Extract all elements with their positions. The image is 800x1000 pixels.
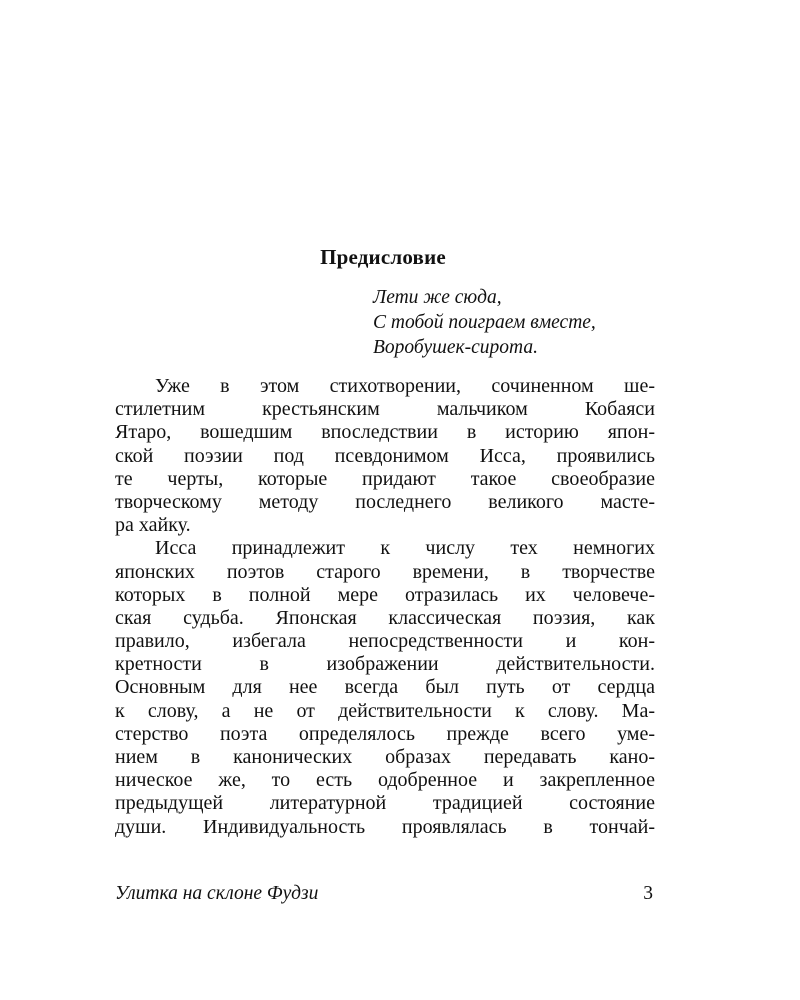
text-line: Основным для нее всегда был путь от сердца <box>115 676 655 699</box>
text-line: к слову, а не от действительности к слову. Ма- <box>115 699 655 722</box>
text-line: японских поэтов старого времени, в творчестве <box>115 560 655 583</box>
text-line: стилетним крестьянским мальчиком Кобаяси <box>115 398 655 421</box>
text-line: ническое же, то есть одобренное и закрепленное <box>115 769 655 792</box>
text-line: ра хайку. <box>115 514 191 537</box>
text-line: стерство поэта определялось прежде всего уме- <box>115 722 655 745</box>
text-line: предыдущей литературной традицией состояние <box>115 792 655 815</box>
running-footer-title: Улитка на склоне Фудзи <box>115 883 319 904</box>
page-number: 3 <box>643 883 653 904</box>
page-title: Предисловие <box>320 245 446 269</box>
body-text <box>115 375 655 839</box>
text-line: Ятаро, вошедшим впоследствии в историю япон- <box>115 421 655 444</box>
text-line: Уже в этом стихотворении, сочиненном ше- <box>155 375 655 397</box>
paragraph-2 <box>115 537 655 838</box>
text-line: правило, избегала непосредственности и кон- <box>115 630 655 653</box>
text-line: те черты, которые придают такое своеобразие <box>115 467 655 490</box>
epigraph-line: Воробушек-сирота. <box>373 337 538 358</box>
text-line: кретности в изображении действительности. <box>115 653 655 676</box>
text-line: творческому методу последнего великого масте- <box>115 490 655 513</box>
epigraph-line: Лети же сюда, <box>373 287 502 308</box>
text-line: души. Индивидуальность проявлялась в тончай- <box>115 815 655 838</box>
epigraph-line: С тобой поиграем вместе, <box>373 312 596 333</box>
paragraph-1 <box>115 375 655 537</box>
text-line: Исса принадлежит к числу тех немногих <box>155 537 655 560</box>
text-line: ской поэзии под псевдонимом Исса, проявились <box>115 444 655 467</box>
text-line: которых в полной мере отразилась их человече- <box>115 583 655 606</box>
text-line: ская судьба. Японская классическая поэзия, как <box>115 606 655 629</box>
epigraph <box>373 285 596 360</box>
text-line: нием в канонических образах передавать кано- <box>115 746 655 768</box>
